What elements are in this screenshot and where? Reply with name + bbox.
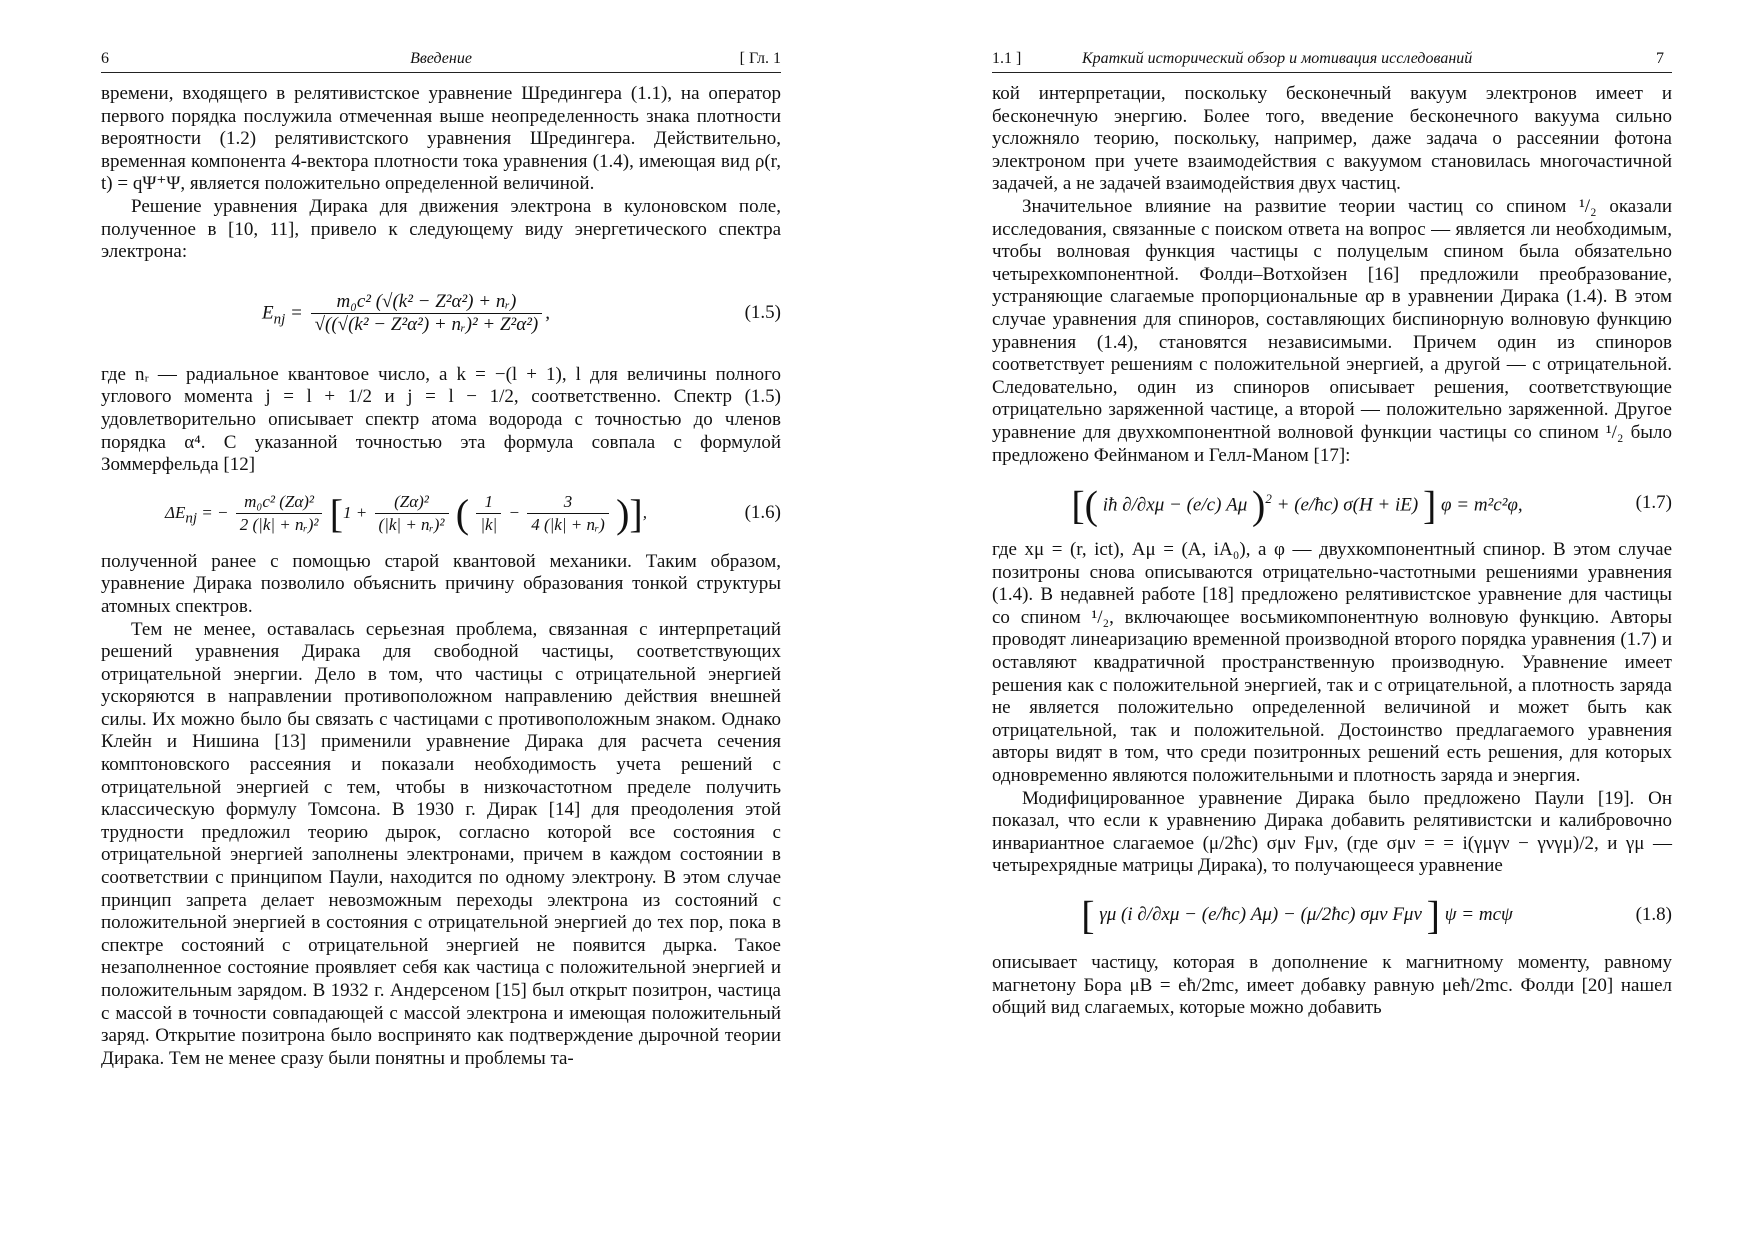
eq-fraction xyxy=(375,491,449,537)
equation-1-6 xyxy=(101,477,781,551)
left-body xyxy=(101,83,781,1070)
right-body xyxy=(992,83,1672,1020)
equation-body: [( iħ ∂/∂xμ − (e/c) Aμ )$^2$ + (e/ħc) σ(H + iE) ] φ = m²c²φ, xyxy=(1071,483,1523,529)
paragraph: Решение уравнения Дирака для движения электрона в кулоновском поле, полученное в [10, 11], привело к следующему виду энергетического спектра электрона: xyxy=(101,195,781,263)
eq-rhs: ψ = mcψ xyxy=(1444,903,1513,925)
equation-1-5 xyxy=(101,264,781,364)
equation-body: $E_{nj}$ = $\frac{\text{m₀c² (√(k² − Z²α²) + nᵣ)}}{\text{√((√(k² − Z²α²) + nᵣ)² + Z²α²)}}$ , xyxy=(261,290,550,336)
paragraph: где nᵣ — радиальное квантовое число, а k = −(l + 1), l для величины полного углового момента j = l + 1/2 и j = l − 1/2, соответственно. Спектр (1.5) удовлетворительно описывает спектр атома водорода с точностью до членов порядка α⁴. С указанной точностью эта формула совпала с формулой Зоммерфельда [12] xyxy=(101,363,781,476)
equation-body: [ γμ (i ∂/∂xμ − (e/ħc) Aμ) − (μ/2ħc) σμν Fμν ] ψ = mcψ xyxy=(1081,891,1513,937)
eq-lhs-sub: nj xyxy=(185,510,198,527)
running-title: Краткий исторический обзор и мотивация исследований xyxy=(1082,50,1473,67)
chapter-label: [ Гл. 1 xyxy=(739,50,781,67)
paragraph: описывает частицу, которая в дополнение к магнитному моменту, равному магнетону Бора μB = eħ/2mc, имеет добавку равную μeħ/2mc. Фолди [20] нашел общий вид слагаемых, которые можно добавить xyxy=(992,952,1672,1019)
eq-denominator: (|k| + nᵣ)² xyxy=(378,515,445,535)
eq-numerator: m₀c² (√(k² − Z²α²) + nᵣ) xyxy=(311,291,543,315)
eq-term: + (e/ħc) σ(H + iE) xyxy=(1276,494,1419,516)
eq-fraction xyxy=(311,291,543,337)
paragraph: кой интерпретации, поскольку бесконечный вакуум электронов имеет и бесконечную энергию. Более того, введение бесконечного вакуума сильно усложняло теорию, поскольку, например, даже задача о рассеянии фотона электроном при учете взаимодействия с вакуумом становилась многочастичной задачей, а не задачей взаимодействия двух частиц. xyxy=(992,83,1672,195)
eq-denominator: 2 (|k| + nᵣ)² xyxy=(239,515,319,535)
equation-number: (1.6) xyxy=(744,502,781,524)
eq-numerator: 1 xyxy=(476,491,501,515)
right-page-header xyxy=(992,46,1672,73)
eq-term: γμ (i ∂/∂xμ − (e/ħc) Aμ) − (μ/2ħc) σμν Fμν xyxy=(1099,903,1422,925)
eq-denominator: √((√(k² − Z²α²) + nᵣ)² + Z²α²) xyxy=(314,314,539,336)
eq-fraction xyxy=(476,491,501,537)
eq-denominator: |k| xyxy=(480,515,498,535)
eq-denominator: 4 (|k| + nᵣ) xyxy=(531,515,605,535)
left-page xyxy=(101,46,781,1070)
equation-number: (1.7) xyxy=(1635,491,1672,513)
paragraph: Тем не менее, оставалась серьезная проблема, связанная с интерпретаций решений уравнения Дирака для свободной частицы, соответствующих отрицательной энергии. Дело в том, что частицы с отрицательной энергией ускоряются в направлении противоположном направлению действия внешней силы. Их можно было бы связать с частицами с противоположным знаком. Однако Клейн и Нишина [13] применили уравнение Дирака для расчета сечения комптоновского рассеяния и показали необходимость учета решений с отрицательной энергией с тем, чтобы в низкочастотном пределе получить классическую формулу Томсона. В 1930 г. Дирак [14] для преодоления этой трудности предложил теорию дырок, согласно которой все состояния с отрицательной энергией заполнены электронами, причем в каждом состоянии в соответствии с принципом Паули, находится по одному электрону. В этом случае принцип запрета делает невозможным переходы электрона из состояний с положительной энергией в состояния с отрицательной энергией до тех пор, пока в спектре состояний с отрицательной энергией не появится дырка. Такое незаполненное состояние проявляет себя как частица с положительной энергией и положительным зарядом. В 1932 г. Андерсеном [15] был открыт позитрон, частица с массой в точности совпадающей с массой электрона и имеющая положительный заряд. Открытие позитрона было воспринято как подтверждение дырочной теории Дирака. Тем не менее сразу были понятны и проблемы та- xyxy=(101,618,781,1069)
equation-number: (1.8) xyxy=(1635,903,1672,925)
equation-number: (1.5) xyxy=(744,302,781,324)
equation-1-8 xyxy=(992,878,1672,952)
eq-term: iħ ∂/∂xμ − (e/c) Aμ xyxy=(1102,494,1248,516)
paragraph: Значительное влияние на развитие теории частиц со спином ¹/₂ оказали исследования, связанные с поиском ответа на вопрос — является ли необходимым, чтобы волновая функция частицы с полуцелым спином была обязательно четырехкомпонентной. Фолди–Вотхойзен [16] предложили преобразование, устраняющие слагаемые пропорциональные αp в уравнении Дирака (1.4). В этом случае уравнения для спиноров, составляющих биспинорную волновую функцию уравнения (1.4), становятся независимыми. Причем один из спиноров соответствует решениям с положительной энергией, а другой — с отрицательной. Следовательно, один из спиноров описывает решения, соответствующие отрицательно заряженной частице, а второй — положительно заряженной. Другое уравнение для двухкомпонентной волновой функции частицы со спином ¹/₂ было предложено Фейнманом и Гелл-Маном [17]: xyxy=(992,195,1672,466)
eq-lhs-sub: nj xyxy=(273,310,286,327)
right-page xyxy=(992,46,1672,1020)
page-number: 6 xyxy=(101,50,109,67)
eq-lhs: ΔE xyxy=(165,502,186,522)
section-label: 1.1 ] xyxy=(992,50,1022,67)
equation-body: $\Delta E_{nj}$ = − $\frac{\text{m₀c² (Zα)²}}{\text{2 (|k| + nᵣ)²}}$ [1 + $\frac{\text{(Zα)²}}{\text{(|k| + nᵣ)²}}$ ( $\frac{1}{|k|}$ − $\frac{3}{\text{4 (|k| + nᵣ)}}$ )], xyxy=(165,490,647,536)
eq-rhs: φ = m²c²φ, xyxy=(1441,494,1523,516)
eq-lhs: E xyxy=(261,302,274,324)
running-title: Введение xyxy=(410,50,472,67)
eq-numerator: (Zα)² xyxy=(375,491,449,515)
eq-fraction xyxy=(527,491,609,537)
eq-fraction xyxy=(236,491,323,537)
page-number: 7 xyxy=(1656,50,1664,67)
eq-numerator: 3 xyxy=(527,491,609,515)
equation-1-7 xyxy=(992,467,1672,539)
paragraph: Модифицированное уравнение Дирака было предложено Паули [19]. Он показал, что если к уравнению Дирака добавить релятивистски и калибровочно инвариантное слагаемое (μ/2ħc) σμν Fμν, (где σμν = = i(γμγν − γνγμ)/2, и γμ — четырехрядные матрицы Дирака), то получающееся уравнение xyxy=(992,787,1672,877)
paragraph: где xμ = (r, ict), Aμ = (A, iA₀), а φ — двухкомпонентный спинор. В этом случае позитроны снова описываются отрицательно-частотными решениями уравнения (1.4). В недавней работе [18] предложено релятивистское уравнение для частицы со спином ¹/₂, включающее восьмикомпонентную волновую функцию. Авторы проводят линеаризацию временной производной второго порядка уравнения (1.7) и оставляют квадратичной пространственную производную. Уравнение имеет решения как с положительной энергией, так и с отрицательной, а плотность заряда не является положительно определенной величиной и может быть как отрицательной, так и положительной. Достоинство предлагаемого уравнения авторы видят в том, что среди позитронных решений есть решения, для которых одновременно являются положительными и плотность заряда и энергия. xyxy=(992,539,1672,787)
left-page-header xyxy=(101,46,781,73)
eq-numerator: m₀c² (Zα)² xyxy=(236,491,323,515)
paragraph: полученной ранее с помощью старой квантовой механики. Таким образом, уравнение Дирака позволило объяснить причину образования тонкой структуры атомных спектров. xyxy=(101,550,781,617)
paragraph: времени, входящего в релятивистское уравнение Шредингера (1.1), на оператор первого порядка послужила отмеченная выше неопределенность знака плотности вероятности (1.2) релятивистского уравнения Шредингера. Действительно, временная компонента 4-вектора плотности тока уравнения (1.4), имеющая вид ρ(r, t) = qΨ⁺Ψ, является положительно определенной величиной. xyxy=(101,83,781,195)
